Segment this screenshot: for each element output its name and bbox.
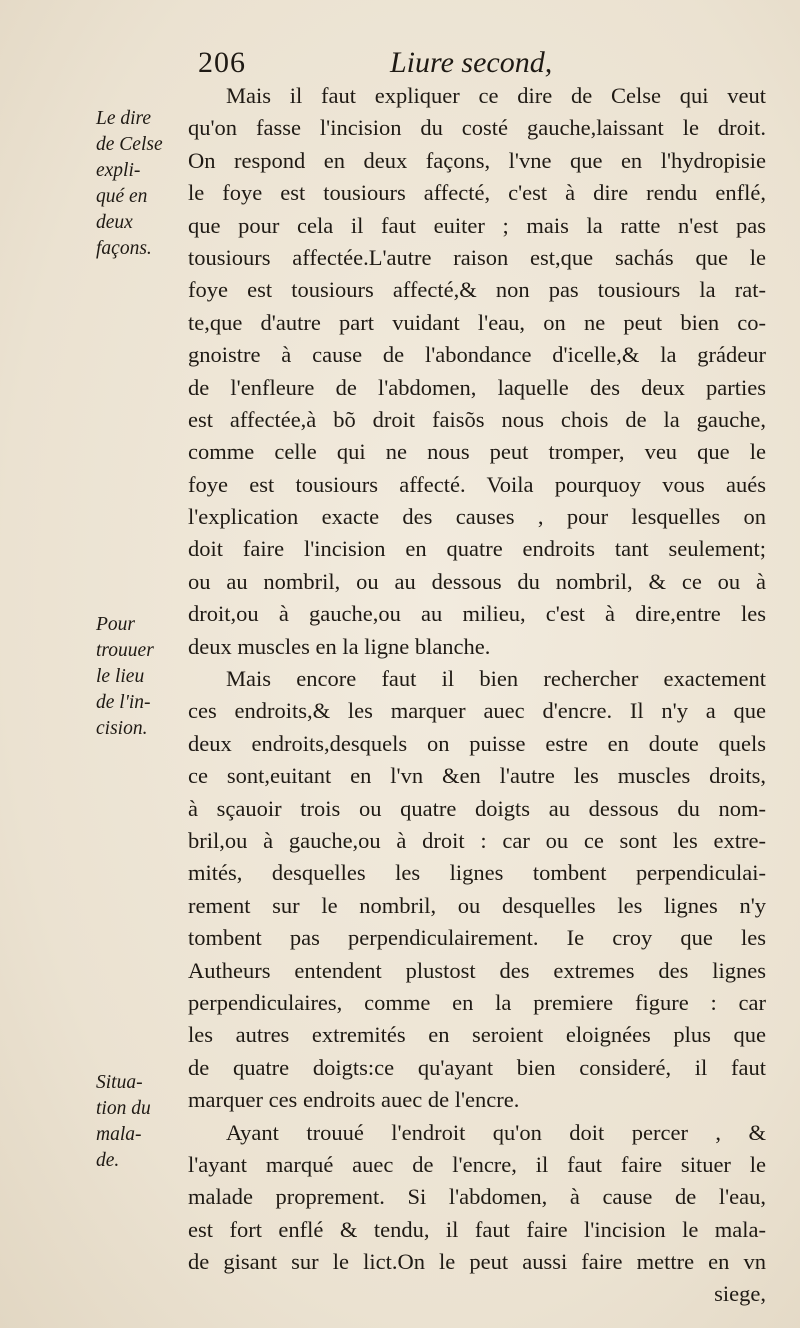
margin-note-line: cision. <box>96 718 148 739</box>
text-line: deux endroits,desquels on puisse estre en doute quels <box>188 730 766 756</box>
text-line: foye est tousiours affecté. Voila pourquoy vous aués <box>188 471 766 497</box>
margin-note-line: trouuer <box>96 640 154 661</box>
margin-note-line: mala- <box>96 1124 142 1145</box>
text-line: l'ayant marqué auec de l'encre, il faut faire situer le <box>188 1151 766 1177</box>
margin-note <box>96 106 186 262</box>
margin-note-line: de l'in- <box>96 692 151 713</box>
margin-note-line: de Celse <box>96 134 163 155</box>
margin-note-line: qué en <box>96 186 148 207</box>
margin-note-line: tion du <box>96 1098 151 1119</box>
text-line: siege, <box>714 1281 766 1307</box>
text-line: doit faire l'incision en quatre endroits tant seulement; <box>188 536 766 562</box>
text-line: les autres extremités en seroient eloignées plus que <box>188 1022 766 1048</box>
text-line: foye est tousiours affecté,& non pas tousiours la rat- <box>188 277 766 303</box>
text-line: le foye est tousiours affecté, c'est à dire rendu enflé, <box>188 180 766 206</box>
margin-note-line: Le dire <box>96 108 152 129</box>
text-line: On respond en deux façons, l'vne que en l'hydropisie <box>188 147 766 173</box>
text-line: de gisant sur le lict.On le peut aussi faire mettre en vn <box>188 1249 766 1275</box>
paragraph <box>188 1117 766 1311</box>
text-line: deux muscles en la ligne blanche. <box>188 633 491 659</box>
margin-note-line: façons. <box>96 238 152 259</box>
text-line: Mais il faut expliquer ce dire de Celse qui veut <box>226 83 766 108</box>
margin-note-line: de. <box>96 1150 120 1171</box>
running-title: Liure second, <box>390 46 553 79</box>
margin-note-line: Pour <box>96 614 135 635</box>
text-line: te,que d'autre part vuidant l'eau, on ne peut bien co- <box>188 309 766 335</box>
text-line: Autheurs entendent plustost des extremes des lignes <box>188 957 766 983</box>
page-number: 206 <box>198 46 246 79</box>
margin-note-line: deux <box>96 212 133 233</box>
margin-note-line: le lieu <box>96 666 145 687</box>
text-line: tousiours affectée.L'autre raison est,que sachás que le <box>188 244 766 270</box>
text-line: malade proprement. Si l'abdomen, à cause de l'eau, <box>188 1184 766 1210</box>
text-line: perpendiculaires, comme en la premiere figure : car <box>188 989 766 1015</box>
text-line: tombent pas perpendiculairement. Ie croy que les <box>188 925 766 951</box>
paragraph <box>188 80 766 663</box>
text-line: ces endroits,& les marquer auec d'encre. Il n'y a que <box>188 698 766 724</box>
text-line: l'explication exacte des causes , pour lesquelles on <box>188 504 766 530</box>
text-line: de quatre doigts:ce qu'ayant bien consideré, il faut <box>188 1054 766 1080</box>
text-line: qu'on fasse l'incision du costé gauche,laissant le droit. <box>188 115 766 141</box>
margin-note <box>96 1070 186 1174</box>
text-line: ou au nombril, ou au dessous du nombril, & ce ou à <box>188 568 766 594</box>
margin-note <box>96 612 186 742</box>
text-line: de l'enfleure de l'abdomen, laquelle des deux parties <box>188 374 766 400</box>
text-line: droit,ou à gauche,ou au milieu, c'est à dire,entre les <box>188 601 766 627</box>
paragraph <box>188 663 766 1116</box>
text-line: ce sont,euitant en l'vn &en l'autre les muscles droits, <box>188 763 766 789</box>
text-line: est fort enflé & tendu, il faut faire l'incision le mala- <box>188 1216 766 1242</box>
body-text <box>188 80 766 1311</box>
text-line: rement sur le nombril, ou desquelles les lignes n'y <box>188 892 766 918</box>
text-line: à sçauoir trois ou quatre doigts au dessous du nom- <box>188 795 766 821</box>
margin-note-line: expli- <box>96 160 141 181</box>
text-line: comme celle qui ne nous peut tromper, veu que le <box>188 439 766 465</box>
text-line: marquer ces endroits auec de l'encre. <box>188 1087 520 1113</box>
margin-note-line: Situa- <box>96 1072 143 1093</box>
text-line: que pour cela il faut euiter ; mais la ratte n'est pas <box>188 212 766 238</box>
text-line: gnoistre à cause de l'abondance d'icelle,& la grádeur <box>188 342 766 368</box>
text-line: Ayant trouué l'endroit qu'on doit percer , & <box>226 1119 766 1145</box>
text-line: Mais encore faut il bien rechercher exactement <box>226 666 766 692</box>
text-line: mités, desquelles les lignes tombent perpendiculai- <box>188 860 766 886</box>
text-line: bril,ou à gauche,ou à droit : car ou ce sont les extre- <box>188 827 766 853</box>
text-line: est affectée,à bõ droit faisõs nous chois de la gauche, <box>188 406 766 432</box>
